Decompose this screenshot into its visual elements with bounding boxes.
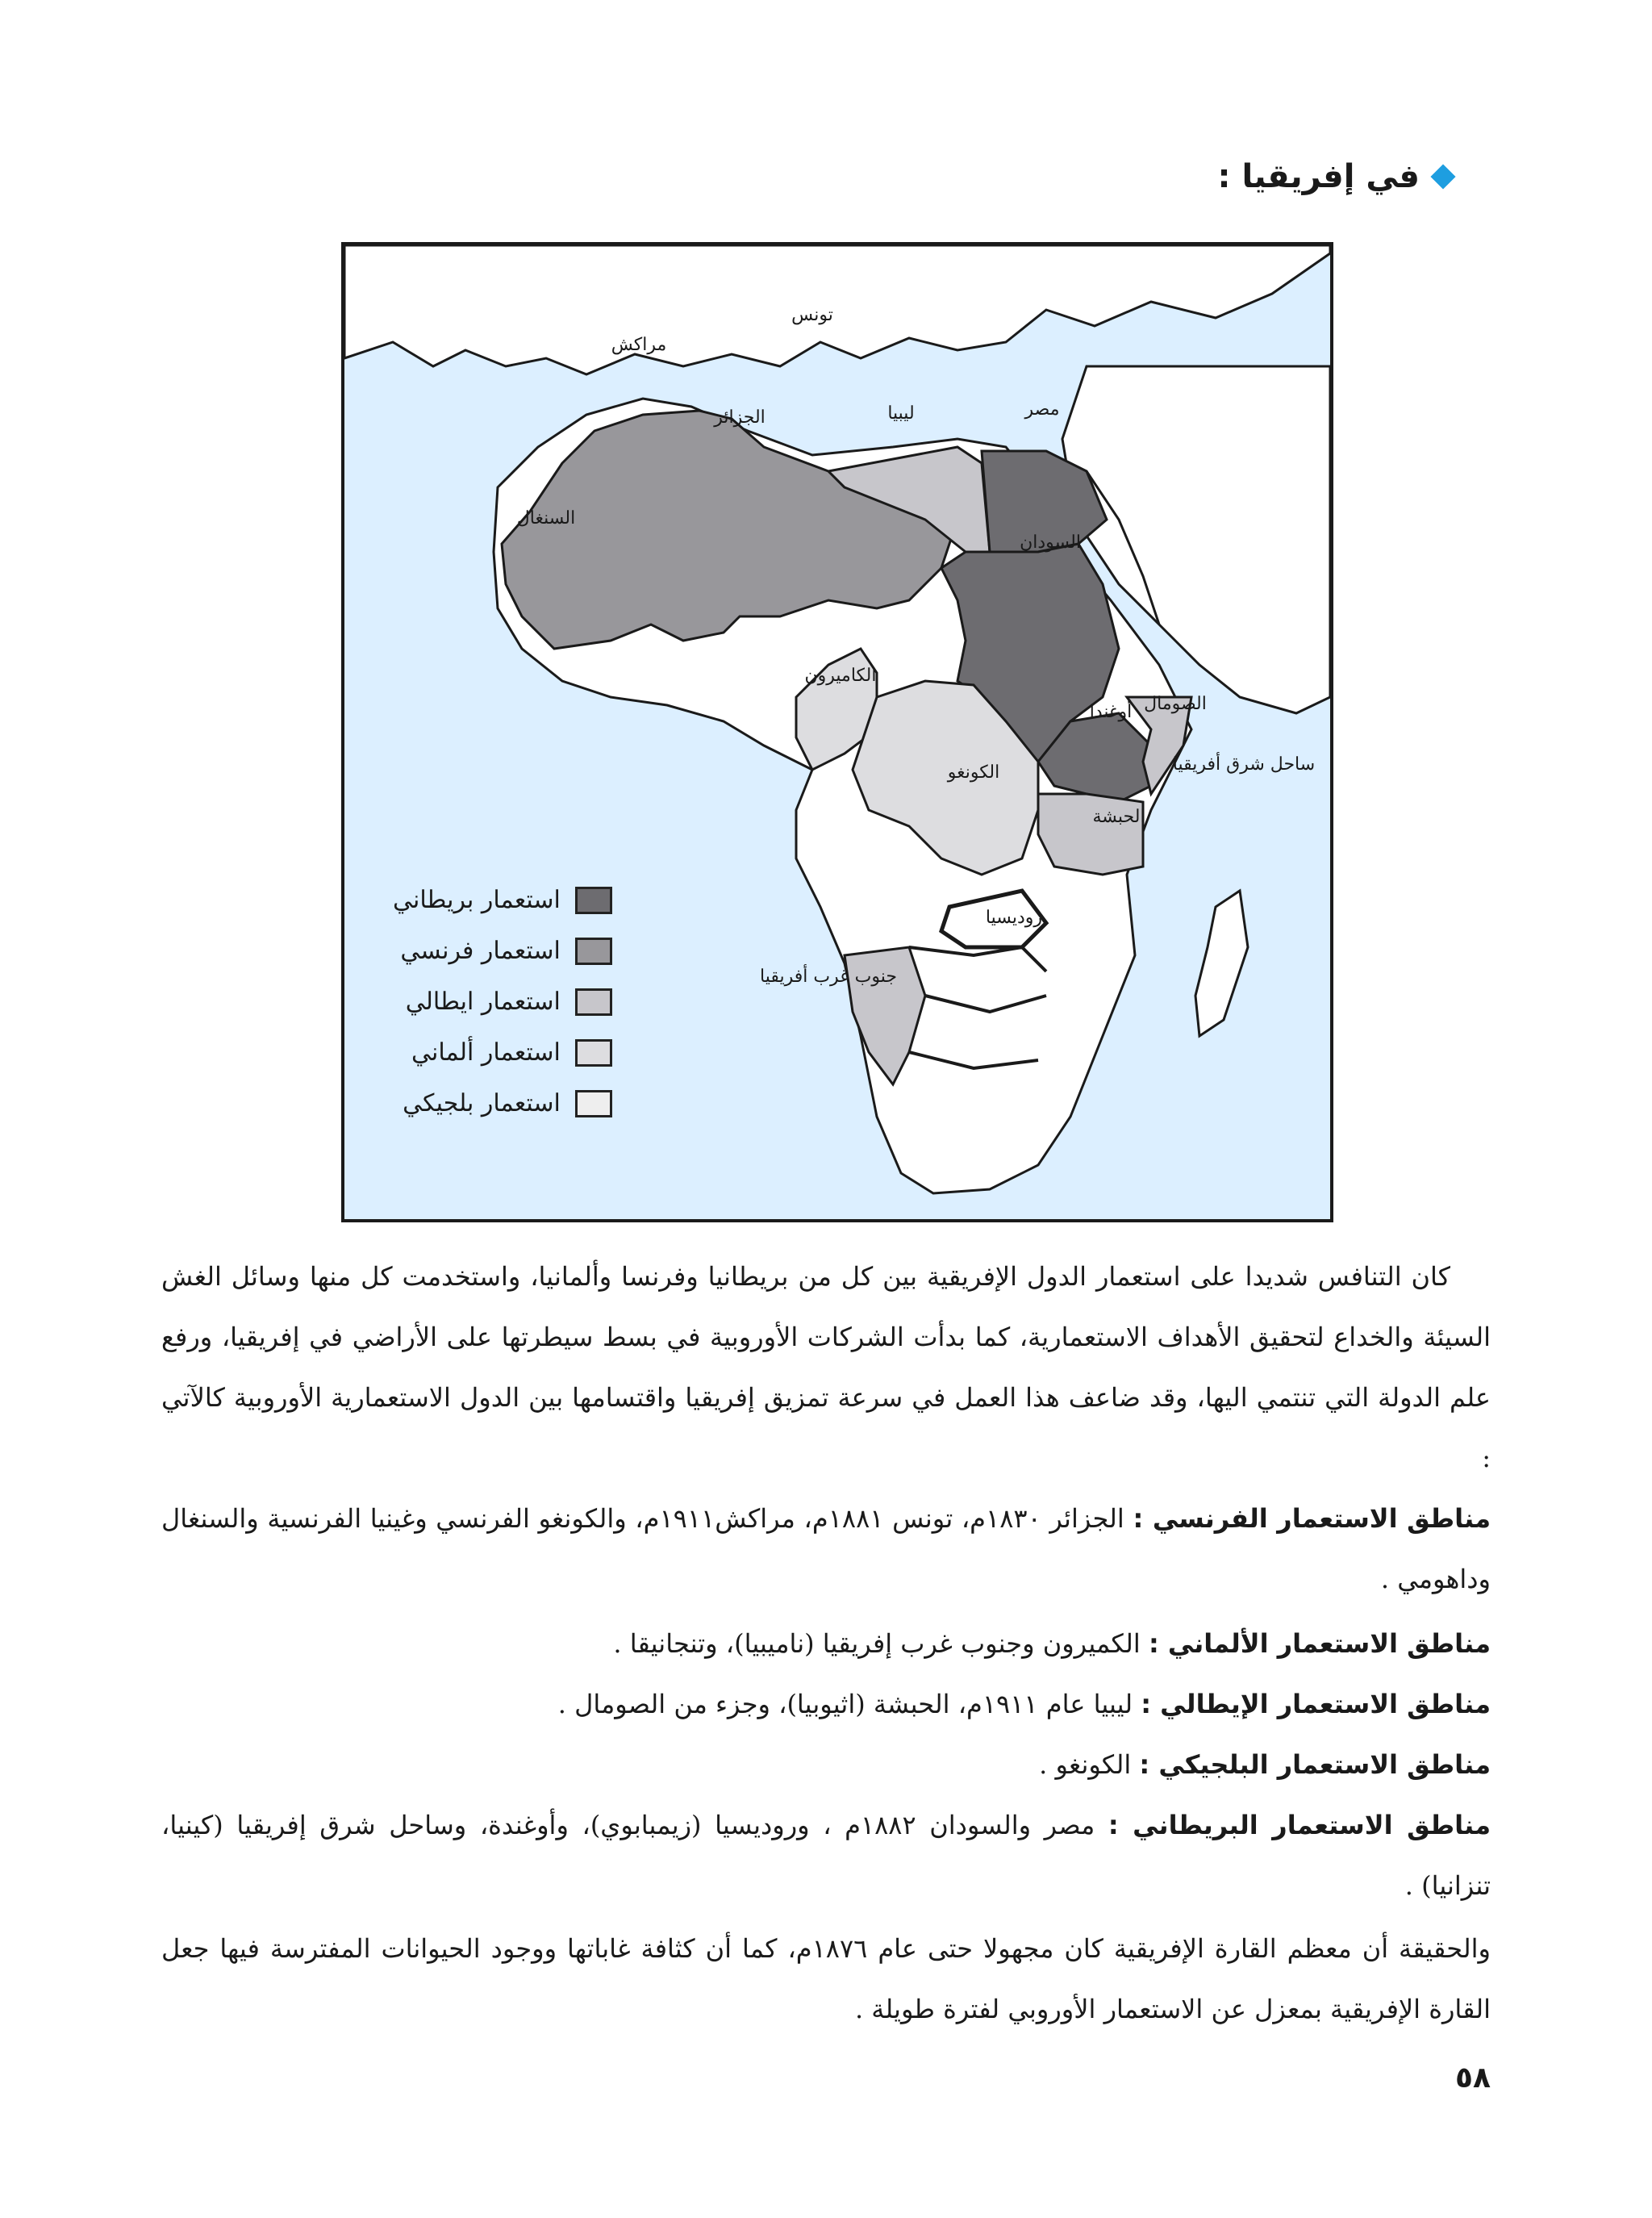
label-tunis: تونس (791, 305, 833, 325)
label-sudan: السودان (1020, 533, 1081, 553)
item-text: ليبيا عام ١٩١١م، الحبشة (اثيوبيا)، وجزء من الصومال . (557, 1689, 1133, 1719)
item-title: مناطق الاستعمار الفرنسي : (1133, 1503, 1491, 1534)
belgian-colonies-item (161, 1735, 1491, 1795)
label-somalia: الصومال (1144, 694, 1207, 714)
item-title: مناطق الاستعمار البريطاني : (1108, 1810, 1491, 1840)
madagascar-island (1195, 891, 1248, 1036)
intro-paragraph: كان التنافس شديدا على استعمار الدول الإفريقية بين كل من بريطانيا وفرنسا وألمانيا، واستخدمت كل منها وسائل الغش السيئة والخداع لتحقيق الأهداف الاستعمارية، كما بدأت الشركات الأوروبية في بسط سيطرتها على الأراضي في إفريقيا، ورفع علم الدولة التي تنتمي اليها، وقد ضاعف هذا العمل في سرعة تمزيق إفريقيا واقتسامها بين الدول الاستعمارية الأوروبية كالآتي : (161, 1261, 1491, 1473)
legend-item (393, 976, 612, 1027)
label-uganda: أوغندا (1089, 702, 1133, 722)
legend-item (393, 875, 612, 925)
item-text: الكونغو . (1039, 1749, 1132, 1780)
africa-colonial-map (341, 242, 1333, 1222)
label-senegal: السنغال (516, 508, 576, 528)
label-congo: الكونغو (947, 762, 1000, 783)
europe-landmass (344, 245, 1330, 374)
italian-colonies-item (161, 1674, 1491, 1735)
legend-item (393, 1027, 612, 1078)
legend-label: استعمار فرنسي (400, 937, 561, 965)
item-text: الكميرون وجنوب غرب إفريقيا (ناميبيا)، وتنجانيقا . (613, 1628, 1141, 1659)
legend-label: استعمار بلجيكي (403, 1089, 561, 1117)
closing-paragraph: والحقيقة أن معظم القارة الإفريقية كان مجهولا حتى عام ١٨٧٦م، كما أن كثافة غاباتها ووجود الحيوانات المفترسة فيها جعل القارة الإفريقية بمعزل عن الاستعمار الأوروبي لفترة طويلة . (161, 1933, 1491, 2024)
label-marrakesh: مراكش (611, 335, 667, 355)
italian-abyssinia (1038, 794, 1143, 875)
legend-swatch (575, 1090, 612, 1117)
section-heading (1218, 158, 1452, 195)
legend-swatch (575, 938, 612, 965)
label-algeria: الجزائر (714, 407, 766, 428)
legend-item (393, 1078, 612, 1129)
legend-label: استعمار ايطالي (405, 988, 561, 1016)
diamond-bullet-icon (1430, 164, 1455, 189)
label-egypt: مصر (1024, 399, 1060, 420)
british-colonies-item (161, 1795, 1491, 1916)
legend-item (393, 925, 612, 976)
map-legend (393, 875, 612, 1129)
item-title: مناطق الاستعمار الإيطالي : (1141, 1689, 1491, 1719)
label-libya: ليبيا (887, 403, 915, 424)
label-cameroon: الكاميرون (804, 666, 877, 686)
legend-swatch (575, 1039, 612, 1067)
item-title: مناطق الاستعمار الألماني : (1148, 1628, 1491, 1659)
legend-label: استعمار ألماني (411, 1038, 561, 1067)
label-east-africa: ساحل شرق أفريقيا (1172, 754, 1316, 775)
page-number: ٥٨ (1455, 2061, 1491, 2095)
german-colonies-item (161, 1614, 1491, 1674)
legend-swatch (575, 988, 612, 1016)
label-abyssinia: الحبشة (1092, 807, 1145, 827)
legend-swatch (575, 887, 612, 914)
legend-label: استعمار بريطاني (393, 886, 561, 914)
item-text: الجزائر ١٨٣٠م، تونس ١٨٨١م، مراكش١٩١١م، والكونغو الفرنسي وغينيا الفرنسية والسنغال وداهومي . (161, 1503, 1491, 1594)
item-text: مصر والسودان ١٨٨٢م ، وروديسيا (زيمبابوي)، وأوغندة، وساحل شرق إفريقيا (كينيا، تنزانيا) . (161, 1810, 1491, 1901)
item-title: مناطق الاستعمار البلجيكي : (1139, 1749, 1491, 1780)
label-rhodesia: روديسيا (985, 908, 1043, 928)
heading-text: في إفريقيا : (1217, 158, 1420, 195)
french-colonies-item (161, 1489, 1491, 1610)
label-sw-africa: جنوب غرب أفريقيا (759, 967, 898, 987)
